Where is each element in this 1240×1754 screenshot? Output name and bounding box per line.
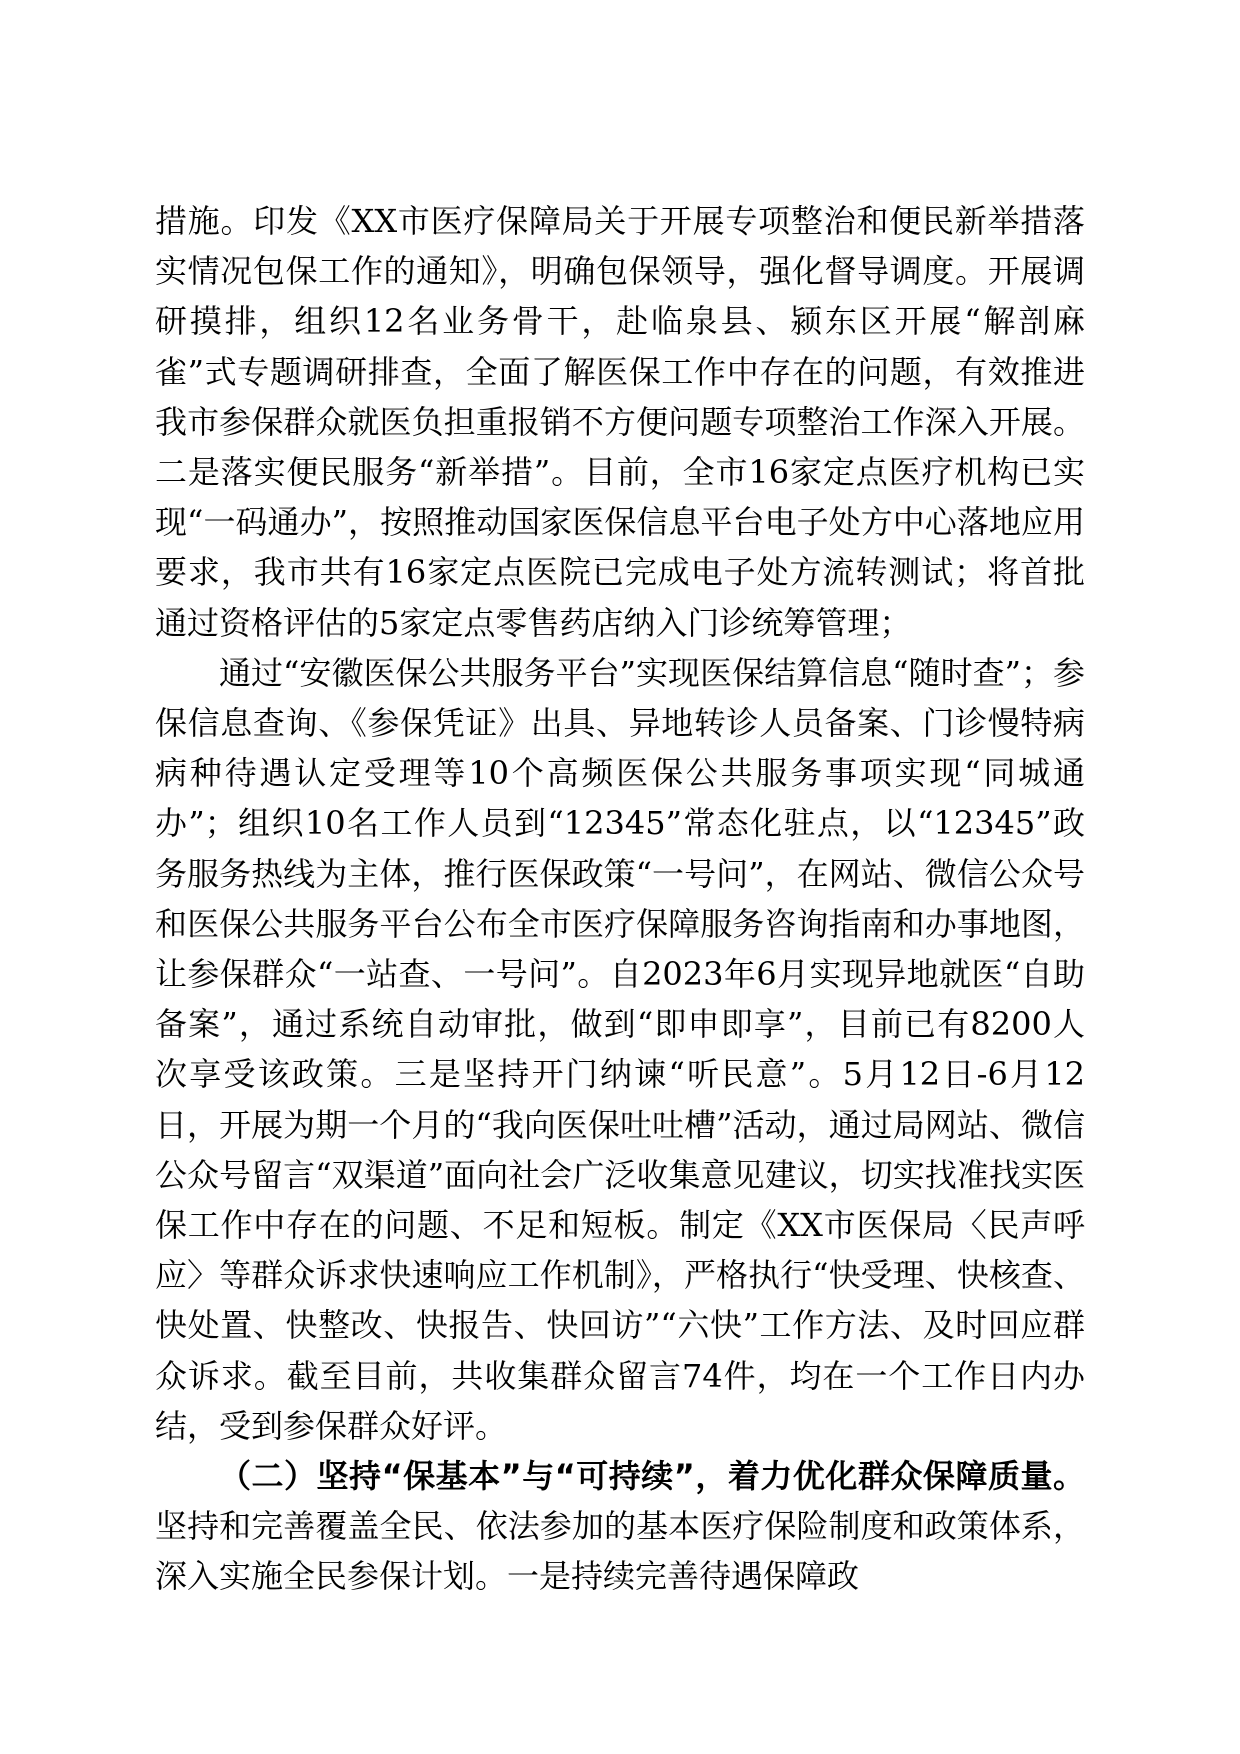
paragraph-service-measures — [155, 648, 1085, 1451]
document-body — [155, 196, 1085, 1602]
paragraph-text: 坚持和完善覆盖全民、依法参加的基本医疗保险制度和政策体系，深入实施全民参保计划。一是持续完善待遇保障政 — [155, 1507, 1085, 1596]
paragraph-continuation — [155, 196, 1085, 648]
paragraph-text: 通过“安徽医保公共服务平台”实现医保结算信息“随时查”；参保信息查询、《参保凭证》出具、异地转诊人员备案、门诊慢特病病种待遇认定受理等10个高频医保公共服务事项实现“同城通办”；组织10名工作人员到“12345”常态化驻点，以“12345”政务服务热线为主体，推行医保政策“一号问”，在网站、微信公众号和医保公共服务平台公布全市医疗保障服务咨询指南和办事地图，让参保群众“一站查、一号问”。自2023年6月实现异地就医“自助备案”，通过系统自动审批，做到“即申即享”，目前已有8200人次享受该政策。三是坚持开门纳谏“听民意”。5月12日-6月12日，开展为期一个月的“我向医保吐吐槽”活动，通过局网站、微信公众号留言“双渠道”面向社会广泛收集意见建议，切实找准找实医保工作中存在的问题、不足和短板。制定《XX市医保局〈民声呼应〉等群众诉求快速响应工作机制》，严格执行“快受理、快核查、快处置、快整改、快报告、快回访”“六快”工作方法、及时回应群众诉求。截至目前，共收集群众留言74件，均在一个工作日内办结，受到参保群众好评。 — [155, 653, 1085, 1445]
paragraph-section-two — [155, 1451, 1085, 1602]
section-heading: （二）坚持“保基本”与“可持续”，着力优化群众保障质量。 — [219, 1457, 1085, 1496]
paragraph-text: 措施。印发《XX市医疗保障局关于开展专项整治和便民新举措落实情况包保工作的通知》，明确包保领导，强化督导调度。开展调研摸排，组织12名业务骨干，赴临泉县、颍东区开展“解剖麻雀”式专题调研排查，全面了解医保工作中存在的问题，有效推进我市参保群众就医负担重报销不方便问题专项整治工作深入开展。二是落实便民服务“新举措”。目前，全市16家定点医疗机构已实现“一码通办”，按照推动国家医保信息平台电子处方中心落地应用要求，我市共有16家定点医院已完成电子处方流转测试；将首批通过资格评估的5家定点零售药店纳入门诊统筹管理； — [155, 202, 1085, 642]
